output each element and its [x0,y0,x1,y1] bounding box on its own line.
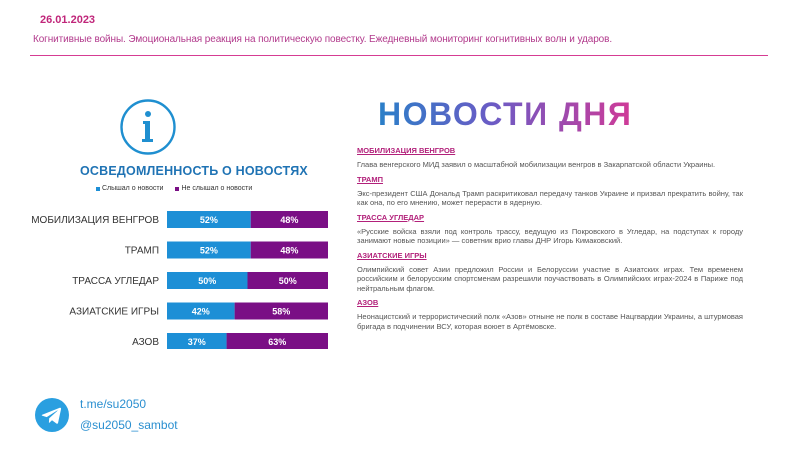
category-label: МОБИЛИЗАЦИЯ ВЕНГРОВ [31,215,159,226]
awareness-chart [20,204,340,349]
legend-label-not-heard: Не слышал о новости [181,185,253,192]
news-text-asian-games: Олимпийский совет Азии предложил России и Белоруссии участие в Азиатских играх. Тем временем российским и белорусским спортсменам разрешили поучаствовать в Олимпийских играх-2024 в Париже под нейтральным флагом. [357,264,743,293]
data-label-not-heard: 58% [272,306,291,317]
data-label-heard: 50% [198,276,217,286]
info-icon [119,98,177,156]
news-text-ugledar: «Русские войска взяли под контроль трассу, ведущую из Покровского в Угледар, на подступах к городу занимают новые позиции» — советник врио главы ДНР Игорь Кимаковский. [357,226,743,245]
data-label-heard: 52% [199,215,218,225]
news-item [357,298,743,331]
telegram-icon[interactable] [35,398,69,432]
legend-label-heard: Слышал о новости [102,185,164,192]
data-label-heard: 37% [187,337,206,347]
news-head-asian-games[interactable]: АЗИАТСКИЕ ИГРЫ [357,250,427,260]
news-head-trump[interactable]: ТРАМП [357,174,383,184]
news-text-trump: Экс-президент США Дональд Трамп раскритиковал передачу танков Украине и призвал прекратить войну, так как она, по его мнению, может перерасти в ядерную. [357,188,743,207]
report-date: 26.01.2023 [40,14,96,26]
awareness-title: ОСВЕДОМЛЕННОСТЬ О НОВОСТЯХ [80,164,308,178]
news-text-mobilization: Глава венгерского МИД заявил о масштабной мобилизации венгров в Закарпатской области Украины. [357,160,716,169]
category-label: АЗИАТСКИЕ ИГРЫ [69,306,159,318]
data-label-heard: 52% [199,245,218,256]
report-subtitle: Когнитивные войны. Эмоциональная реакция на политическую повестку. Ежедневный мониторинг когнитивных волн и ударов. [33,34,613,45]
category-label: АЗОВ [132,337,159,348]
data-label-not-heard: 48% [280,245,299,256]
telegram-bot-link[interactable]: @su2050_sambot [80,418,178,432]
news-item [357,251,743,294]
news-item [357,175,743,208]
telegram-channel-link[interactable]: t.me/su2050 [80,397,147,411]
data-label-heard: 42% [191,306,210,317]
legend-swatch-heard [96,187,100,191]
category-label: ТРАМП [124,245,159,257]
category-label: ТРАССА УГЛЕДАР [72,276,159,287]
news-head-azov[interactable]: АЗОВ [357,298,379,307]
legend-swatch-not-heard [175,187,179,191]
legend-item-not-heard [175,185,252,192]
news-text-azov: Неонацистский и террористический полк «Азов» отныне не полк в составе Нацгвардии Украины, а штурмовая бригада в подчинении ВСУ, которая воюет в Артёмовске. [357,312,743,331]
data-label-not-heard: 48% [280,215,299,225]
news-head-ugledar[interactable]: ТРАССА УГЛЕДАР [357,212,425,222]
news-title: НОВОСТИ ДНЯ [378,96,633,132]
news-list [357,146,743,336]
news-head-mobilization[interactable]: МОБИЛИЗАЦИЯ ВЕНГРОВ [357,146,456,155]
news-item [357,146,743,170]
news-item [357,213,743,246]
legend-item-heard [96,185,163,192]
header-divider [30,55,768,56]
chart-legend [96,185,252,192]
data-label-not-heard: 50% [278,276,297,286]
data-label-not-heard: 63% [268,337,287,347]
